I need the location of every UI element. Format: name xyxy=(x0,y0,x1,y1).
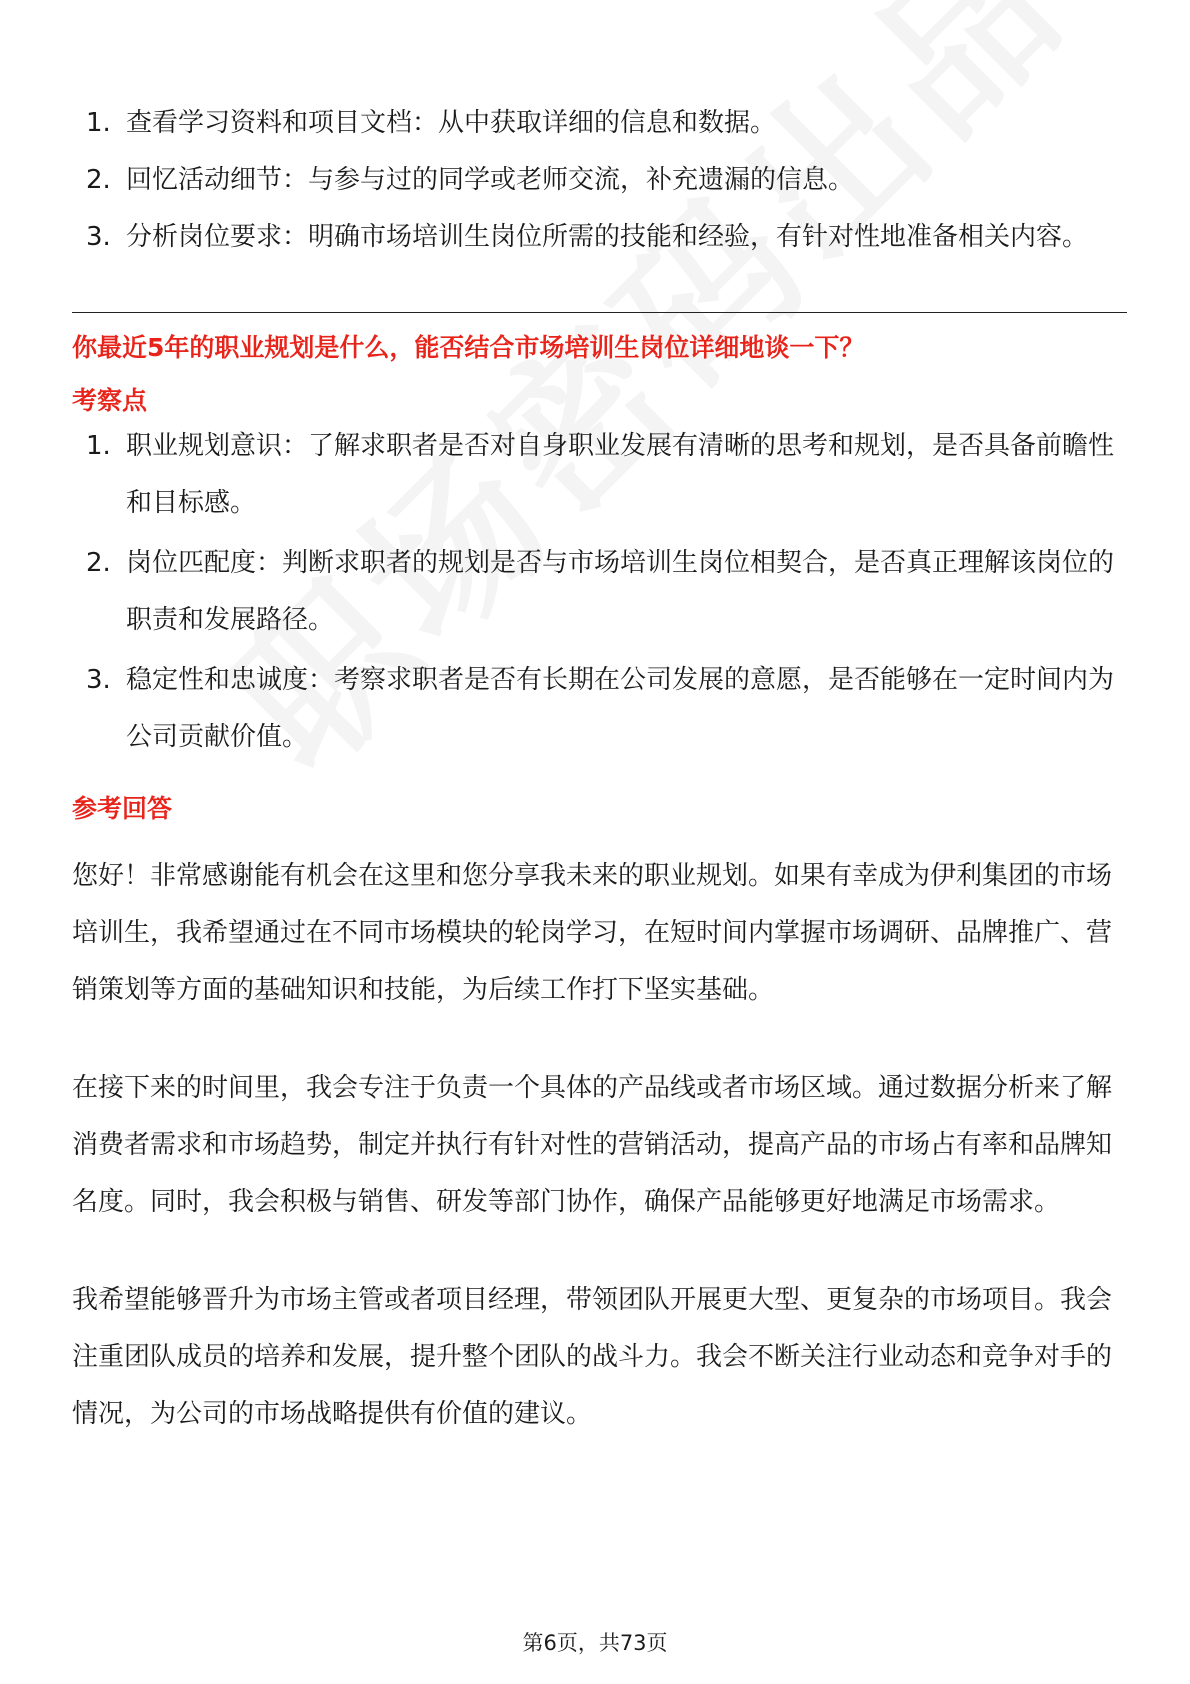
document-page xyxy=(72,95,1127,1443)
list-item: 3. 稳定性和忠诚度：考察求职者是否有长期在公司发展的意愿，是否能够在一定时间内为公司贡献价值。 xyxy=(86,665,1115,752)
list-item: 3. 分析岗位要求：明确市场培训生岗位所需的技能和经验，有针对性地准备相关内容。 xyxy=(86,222,1089,252)
section-title-assessment: 考察点 xyxy=(72,386,148,415)
answer-paragraph: 您好！非常感谢能有机会在这里和您分享我未来的职业规划。如果有幸成为伊利集团的市场培训生，我希望通过在不同市场模块的轮岗学习，在短时间内掌握市场调研、品牌推广、营销策划等方面的基础知识和技能，为后续工作打下坚实基础。 xyxy=(72,861,1113,1005)
section-divider xyxy=(72,312,1127,313)
assessment-points-list xyxy=(72,418,1127,766)
prep-steps-list xyxy=(72,95,1127,266)
list-item: 2. 回忆活动细节：与参与过的同学或老师交流，补充遗漏的信息。 xyxy=(86,165,855,195)
list-item: 1. 职业规划意识：了解求职者是否对自身职业发展有清晰的思考和规划，是否具备前瞻性和目标感。 xyxy=(86,431,1115,518)
interview-question: 你最近5年的职业规划是什么，能否结合市场培训生岗位详细地谈一下？ xyxy=(72,333,865,362)
page-number-footer: 第6页，共73页 xyxy=(522,1631,668,1655)
answer-paragraph: 在接下来的时间里，我会专注于负责一个具体的产品线或者市场区域。通过数据分析来了解消费者需求和市场趋势，制定并执行有针对性的营销活动，提高产品的市场占有率和品牌知名度。同时，我会积极与销售、研发等部门协作，确保产品能够更好地满足市场需求。 xyxy=(72,1073,1113,1217)
section-title-reference-answer: 参考回答 xyxy=(72,794,173,823)
list-item: 2. 岗位匹配度：判断求职者的规划是否与市场培训生岗位相契合，是否真正理解该岗位的职责和发展路径。 xyxy=(86,548,1115,635)
list-item: 1. 查看学习资料和项目文档：从中获取详细的信息和数据。 xyxy=(86,108,777,138)
answer-paragraph: 我希望能够晋升为市场主管或者项目经理，带领团队开展更大型、更复杂的市场项目。我会注重团队成员的培养和发展，提升整个团队的战斗力。我会不断关注行业动态和竞争对手的情况，为公司的市场战略提供有价值的建议。 xyxy=(72,1285,1113,1429)
